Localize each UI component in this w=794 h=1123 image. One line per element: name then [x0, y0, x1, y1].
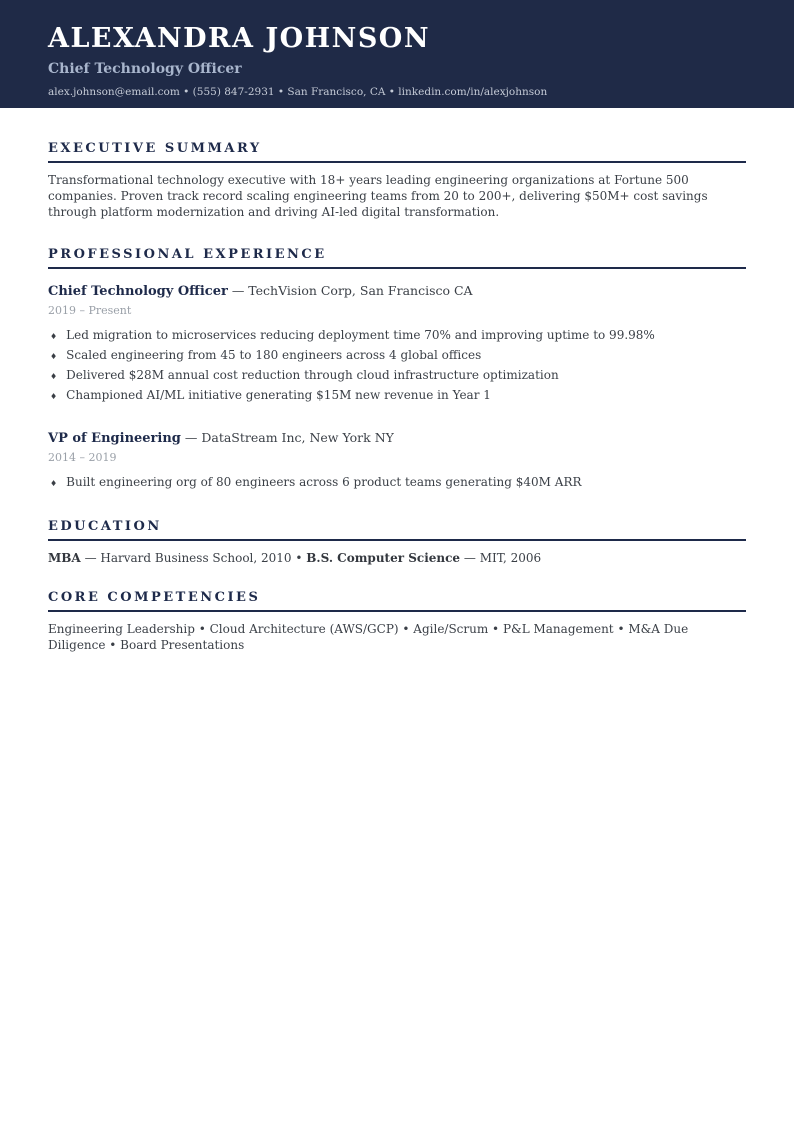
job-title: Chief Technology Officer: [48, 284, 228, 299]
job-bullet-text: Scaled engineering from 45 to 180 engineers across 4 global offices: [66, 348, 482, 362]
job-bullet-list: [48, 326, 746, 406]
section-professional-experience: [48, 247, 746, 493]
job-bullet: [48, 386, 746, 406]
section-heading-core-competencies: CORE COMPETENCIES: [48, 590, 746, 612]
executive-summary-paragraph: Transformational technology executive with 18+ years leading engineering organizations at Fortune 500 companies. Proven track record scaling engineering teams from 20 to 200+, delivering $50M+ cost savings through platform modernization and driving AI-led digital transformation.: [48, 173, 708, 219]
section-education: [48, 519, 746, 566]
job-bullet-text: Championed AI/ML initiative generating $15M new revenue in Year 1: [66, 388, 491, 402]
diamond-bullet-icon: ♦: [50, 479, 58, 488]
job-dates: 2019 – Present: [48, 304, 132, 317]
competencies-list: Engineering Leadership • Cloud Architecture (AWS/GCP) • Agile/Scrum • P&L Management • M&A Due Diligence • Board Presentations: [48, 622, 689, 652]
job-company: — DataStream Inc, New York NY: [184, 430, 394, 445]
diamond-bullet-icon: ♦: [50, 372, 58, 381]
section-heading-professional-experience: PROFESSIONAL EXPERIENCE: [48, 247, 746, 269]
job-company: — TechVision Corp, San Francisco CA: [231, 283, 473, 298]
education-line: [48, 550, 746, 566]
degree-mba: MBA: [48, 551, 81, 565]
job-bullet: [48, 366, 746, 386]
job-bullet: [48, 346, 746, 366]
section-core-competencies: [48, 590, 746, 653]
job-entry-cto: [48, 283, 746, 406]
diamond-bullet-icon: ♦: [50, 392, 58, 401]
degree-bs: B.S. Computer Science: [306, 551, 461, 565]
job-title-line: [48, 283, 746, 299]
degree-bs-detail: — MIT, 2006: [463, 551, 542, 565]
resume-body: [0, 108, 794, 653]
degree-mba-detail: — Harvard Business School, 2010 •: [84, 551, 303, 565]
candidate-title: Chief Technology Officer: [48, 61, 242, 77]
job-dates: 2014 – 2019: [48, 451, 117, 464]
job-bullet-text: Led migration to microservices reducing deployment time 70% and improving uptime to 99.98%: [66, 328, 655, 342]
resume-header: [0, 0, 794, 108]
job-title-line: [48, 430, 746, 446]
job-bullet: [48, 473, 746, 493]
section-heading-education: EDUCATION: [48, 519, 746, 541]
job-title: VP of Engineering: [48, 431, 181, 446]
job-bullet: [48, 326, 746, 346]
candidate-name: ALEXANDRA JOHNSON: [48, 23, 431, 54]
section-executive-summary: [48, 141, 746, 220]
diamond-bullet-icon: ♦: [50, 332, 58, 341]
job-bullet-list: [48, 473, 746, 493]
job-entry-vp-engineering: [48, 430, 746, 493]
diamond-bullet-icon: ♦: [50, 352, 58, 361]
section-heading-executive-summary: EXECUTIVE SUMMARY: [48, 141, 746, 163]
job-bullet-text: Delivered $28M annual cost reduction through cloud infrastructure optimization: [66, 368, 559, 382]
job-bullet-text: Built engineering org of 80 engineers across 6 product teams generating $40M ARR: [66, 475, 582, 489]
contact-line: alex.johnson@email.com • (555) 847-2931 • San Francisco, CA • linkedin.com/in/alexjohnson: [48, 86, 548, 98]
